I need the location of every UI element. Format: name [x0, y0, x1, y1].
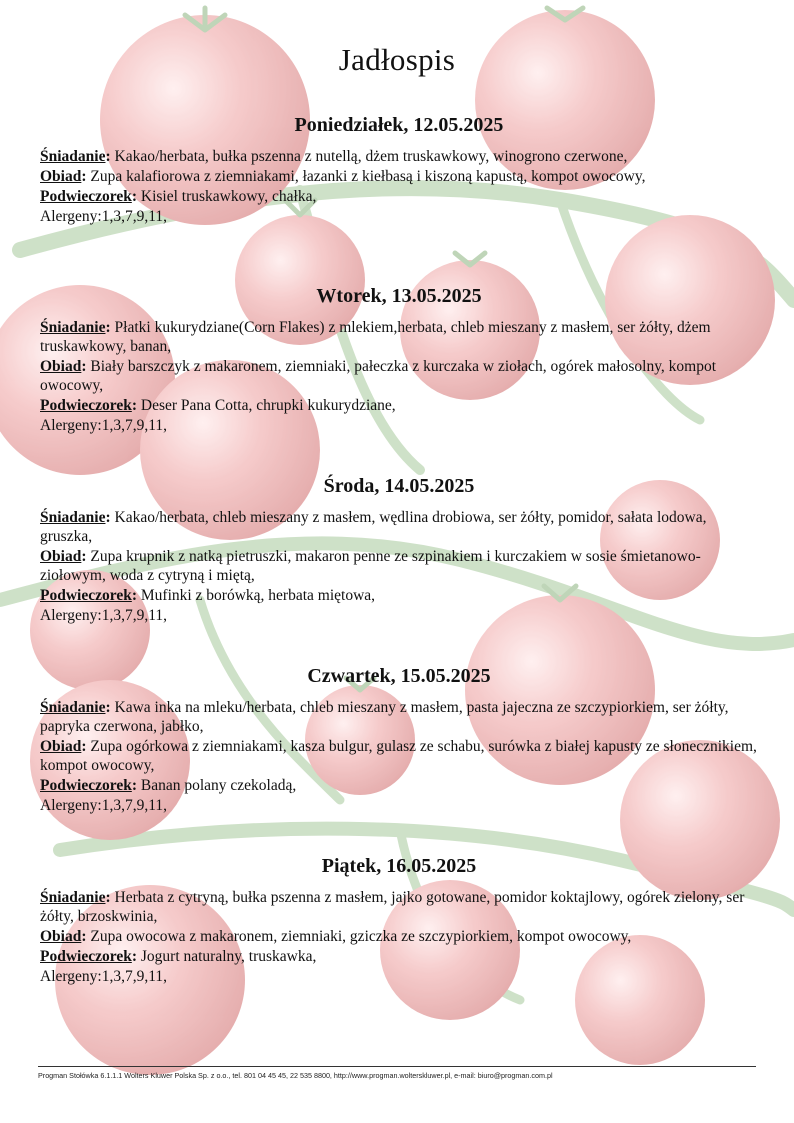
- snack-entry: Podwieczorek: Kisiel truskawkowy, chałka,: [40, 188, 317, 205]
- lunch-entry: Obiad: Zupa krupnik z natką pietruszki, makaron penne ze szpinakiem i kurczakiem w sosie śmietanowo-ziołowym, woda z cytryną i miętą,: [40, 548, 701, 584]
- breakfast-entry: Śniadanie: Herbata z cytryną, bułka pszenna z masłem, jajko gotowane, pomidor koktajlowy, ogórek zielony, ser żółty, brzoskwinia,: [40, 889, 745, 925]
- day-section-friday: [40, 855, 758, 986]
- footer-divider: [38, 1066, 756, 1067]
- snack-text: Deser Pana Cotta, chrupki kukurydziane,: [140, 397, 396, 414]
- snack-text: Banan polany czekoladą,: [140, 777, 297, 794]
- lunch-label: Obiad: [40, 928, 82, 945]
- breakfast-label: Śniadanie: [40, 509, 106, 526]
- breakfast-entry: Śniadanie: Kawa inka na mleku/herbata, chleb mieszany z masłem, pasta jajeczna ze szczypiorkiem, ser żółty, papryka czerwona, jabłko,: [40, 699, 729, 735]
- lunch-label: Obiad: [40, 548, 82, 565]
- breakfast-text: Kakao/herbata, chleb mieszany z masłem, wędlina drobiowa, ser żółty, pomidor, sałata lodowa, gruszka,: [40, 509, 707, 545]
- lunch-text: Biały barszczyk z makaronem, ziemniaki, pałeczka z kurczaka w ziołach, ogórek małosolny, kompot owocowy,: [40, 358, 717, 394]
- day-heading: Czwartek, 15.05.2025: [307, 665, 491, 687]
- snack-text: Mufinki z borówką, herbata miętowa,: [140, 587, 376, 604]
- snack-label: Podwieczorek: [40, 397, 132, 414]
- snack-label: Podwieczorek: [40, 948, 132, 965]
- snack-label: Podwieczorek: [40, 587, 132, 604]
- lunch-text: Zupa owocowa z makaronem, ziemniaki, gziczka ze szczypiorkiem, kompot owocowy,: [90, 928, 632, 945]
- day-heading: Piątek, 16.05.2025: [321, 855, 477, 877]
- day-section-monday: [40, 114, 758, 226]
- snack-entry: Podwieczorek: Banan polany czekoladą,: [40, 777, 297, 794]
- breakfast-text: Herbata z cytryną, bułka pszenna z masłem, jajko gotowane, pomidor koktajlowy, ogórek zielony, ser żółty, brzoskwinia,: [40, 889, 745, 925]
- lunch-text: Zupa ogórkowa z ziemniakami, kasza bulgur, gulasz ze schabu, surówka z białej kapusty ze słonecznikiem, kompot owocowy,: [40, 738, 757, 774]
- breakfast-entry: Śniadanie: Kakao/herbata, bułka pszenna z nutellą, dżem truskawkowy, winogrono czerwone,: [40, 148, 628, 165]
- snack-label: Podwieczorek: [40, 188, 132, 205]
- lunch-text: Zupa krupnik z natką pietruszki, makaron penne ze szpinakiem i kurczakiem w sosie śmietanowo-ziołowym, woda z cytryną i miętą,: [40, 548, 701, 584]
- lunch-label: Obiad: [40, 738, 82, 755]
- snack-entry: Podwieczorek: Deser Pana Cotta, chrupki kukurydziane,: [40, 397, 396, 414]
- breakfast-label: Śniadanie: [40, 889, 106, 906]
- footer-text: Progman Stołówka 6.1.1.1 Wolters Kluwer Polska Sp. z o.o., tel. 801 04 45 45, 22 535 8800, http://www.progman.wolterskluwer.pl, e-mail: biuro@progman.com.pl: [38, 1071, 553, 1080]
- day-heading: Wtorek, 13.05.2025: [316, 285, 482, 307]
- breakfast-label: Śniadanie: [40, 148, 106, 165]
- snack-label: Podwieczorek: [40, 777, 132, 794]
- snack-entry: Podwieczorek: Jogurt naturalny, truskawka,: [40, 948, 317, 965]
- day-heading: Środa, 14.05.2025: [323, 475, 475, 497]
- lunch-entry: Obiad: Biały barszczyk z makaronem, ziemniaki, pałeczka z kurczaka w ziołach, ogórek małosolny, kompot owocowy,: [40, 358, 717, 394]
- breakfast-entry: Śniadanie: Kakao/herbata, chleb mieszany z masłem, wędlina drobiowa, ser żółty, pomidor, sałata lodowa, gruszka,: [40, 509, 707, 545]
- day-section-wednesday: [40, 475, 758, 625]
- breakfast-text: Kakao/herbata, bułka pszenna z nutellą, dżem truskawkowy, winogrono czerwone,: [114, 148, 628, 165]
- lunch-entry: Obiad: Zupa ogórkowa z ziemniakami, kasza bulgur, gulasz ze schabu, surówka z białej kapusty ze słonecznikiem, kompot owocowy,: [40, 738, 757, 774]
- allergens-text: Alergeny:1,3,7,9,11,: [40, 968, 167, 985]
- lunch-label: Obiad: [40, 358, 82, 375]
- breakfast-text: Kawa inka na mleku/herbata, chleb mieszany z masłem, pasta jajeczna ze szczypiorkiem, ser żółty, papryka czerwona, jabłko,: [40, 699, 729, 735]
- page-title: Jadłospis: [338, 42, 456, 77]
- day-section-thursday: [40, 665, 758, 815]
- snack-text: Jogurt naturalny, truskawka,: [140, 948, 317, 965]
- lunch-entry: Obiad: Zupa kalafiorowa z ziemniakami, łazanki z kiełbasą i kiszoną kapustą, kompot owocowy,: [40, 168, 646, 185]
- allergens-text: Alergeny:1,3,7,9,11,: [40, 417, 167, 434]
- lunch-text: Zupa kalafiorowa z ziemniakami, łazanki z kiełbasą i kiszoną kapustą, kompot owocowy,: [90, 168, 646, 185]
- lunch-label: Obiad: [40, 168, 82, 185]
- snack-entry: Podwieczorek: Mufinki z borówką, herbata miętowa,: [40, 587, 376, 604]
- allergens-text: Alergeny:1,3,7,9,11,: [40, 797, 167, 814]
- allergens-text: Alergeny:1,3,7,9,11,: [40, 607, 167, 624]
- breakfast-label: Śniadanie: [40, 319, 106, 336]
- lunch-entry: Obiad: Zupa owocowa z makaronem, ziemniaki, gziczka ze szczypiorkiem, kompot owocowy,: [40, 928, 632, 945]
- day-section-tuesday: [40, 285, 758, 435]
- breakfast-label: Śniadanie: [40, 699, 106, 716]
- breakfast-entry: Śniadanie: Płatki kukurydziane(Corn Flakes) z mlekiem,herbata, chleb mieszany z masłem, ser żółty, dżem truskawkowy, banan,: [40, 319, 711, 355]
- day-heading: Poniedziałek, 12.05.2025: [294, 114, 504, 136]
- allergens-text: Alergeny:1,3,7,9,11,: [40, 208, 167, 225]
- snack-text: Kisiel truskawkowy, chałka,: [140, 188, 317, 205]
- breakfast-text: Płatki kukurydziane(Corn Flakes) z mlekiem,herbata, chleb mieszany z masłem, ser żółty, dżem truskawkowy, banan,: [40, 319, 711, 355]
